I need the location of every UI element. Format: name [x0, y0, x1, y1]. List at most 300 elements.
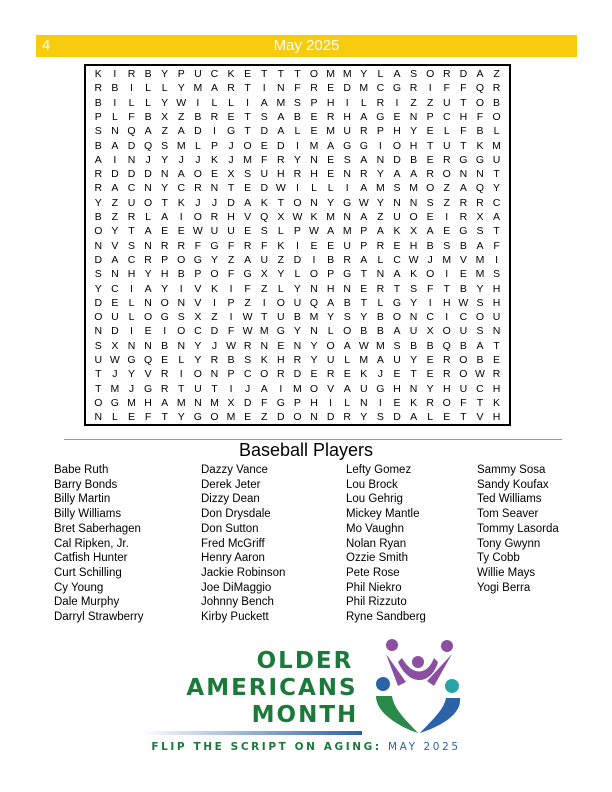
grid-cell: L — [311, 182, 317, 195]
grid-cell: M — [243, 153, 253, 166]
grid-cell: U — [492, 311, 501, 324]
grid-cell: H — [127, 268, 136, 281]
grid-cell: Q — [309, 296, 319, 309]
word-list-item: Sandy Koufax — [477, 478, 549, 491]
grid-cell: R — [442, 354, 451, 366]
grid-cell: F — [261, 239, 268, 252]
grid-row — [90, 282, 505, 298]
grid-cell: O — [193, 211, 202, 223]
grid-cell: V — [244, 211, 252, 223]
grid-cell: O — [459, 354, 468, 366]
grid-cell: L — [161, 82, 168, 95]
word-list-item: Pete Rose — [346, 566, 400, 579]
grid-cell: L — [111, 110, 118, 123]
grid-cell: S — [244, 168, 252, 181]
grid-cell: O — [426, 268, 435, 281]
grid-cell: S — [410, 68, 418, 80]
grid-cell: B — [144, 110, 152, 123]
grid-cell: D — [260, 125, 269, 138]
grid-cell: Y — [161, 68, 169, 80]
grid-cell: B — [410, 339, 418, 352]
grid-cell: R — [194, 182, 202, 195]
grid-cell: O — [442, 325, 451, 338]
word-list-item: Tommy Lasorda — [477, 522, 559, 535]
grid-row — [90, 96, 505, 112]
grid-cell: R — [442, 153, 451, 166]
grid-cell: D — [393, 411, 401, 424]
grid-cell: A — [260, 382, 268, 395]
grid-cell: A — [360, 253, 368, 266]
grid-cell: Y — [493, 182, 501, 195]
grid-cell: N — [476, 168, 484, 181]
grid-cell: O — [210, 411, 219, 424]
grid-cell: T — [460, 139, 467, 152]
grid-cell: A — [111, 139, 119, 152]
word-list-item: Jackie Robinson — [201, 566, 286, 579]
grid-cell: X — [161, 110, 169, 123]
grid-cell: T — [261, 68, 268, 80]
word-list-item: Yogi Berra — [477, 581, 531, 594]
grid-cell: D — [293, 253, 302, 266]
grid-cell: D — [293, 368, 302, 381]
grid-cell: W — [226, 339, 236, 352]
grid-cell: V — [194, 282, 202, 295]
grid-cell: K — [260, 354, 268, 366]
grid-cell: G — [392, 296, 402, 309]
grid-cell: O — [309, 268, 319, 281]
grid-cell: H — [409, 139, 418, 152]
grid-cell: V — [194, 296, 202, 309]
grid-cell: I — [445, 268, 449, 281]
grid-cell: E — [393, 368, 401, 381]
grid-cell: M — [342, 68, 352, 80]
grid-cell: P — [426, 110, 434, 123]
grid-cell: Y — [161, 282, 169, 295]
grid-cell: I — [113, 96, 117, 109]
grid-cell: Y — [360, 68, 368, 80]
grid-cell: N — [144, 239, 152, 252]
grid-cell: G — [110, 396, 119, 409]
grid-cell: M — [293, 382, 302, 395]
grid-cell: M — [326, 125, 335, 138]
grid-cell: I — [113, 68, 117, 80]
grid-cell: H — [326, 96, 335, 109]
issue-date: May 2025 — [273, 37, 340, 54]
grid-cell: H — [442, 296, 451, 309]
word-list-item: Billy Williams — [54, 508, 122, 521]
grid-cell: I — [130, 282, 133, 295]
grid-cell: P — [327, 268, 335, 281]
grid-cell: A — [410, 411, 418, 424]
people-heart-logo-icon — [372, 636, 467, 736]
grid-cell: O — [193, 168, 202, 181]
grid-cell: N — [144, 339, 152, 352]
grid-cell: K — [260, 196, 268, 209]
grid-cell: G — [376, 110, 385, 123]
grid-cell: E — [426, 125, 434, 138]
grid-cell: M — [259, 325, 269, 338]
grid-cell: R — [326, 110, 335, 123]
grid-cell: L — [194, 139, 201, 152]
grid-cell: P — [94, 110, 102, 123]
grid-cell: U — [459, 382, 468, 395]
grid-cell: X — [277, 211, 285, 223]
grid-cell: Y — [161, 182, 169, 195]
grid-cell: Y — [426, 382, 434, 395]
grid-cell: F — [227, 268, 235, 281]
grid-cell: M — [309, 311, 319, 324]
grid-cell: G — [343, 268, 352, 281]
word-list-item: Phil Rizzuto — [346, 596, 407, 609]
grid-cell: I — [246, 96, 250, 109]
word-list-item: Bret Saberhagen — [54, 522, 141, 535]
grid-cell: I — [229, 282, 233, 295]
word-list-item: Fred McGriff — [201, 537, 265, 550]
grid-cell: N — [459, 168, 468, 181]
grid-cell: D — [326, 411, 335, 424]
grid-cell: I — [179, 368, 183, 381]
grid-cell: L — [493, 125, 500, 138]
grid-cell: L — [377, 68, 384, 80]
grid-cell: L — [377, 253, 384, 266]
grid-row — [90, 339, 505, 355]
grid-cell: M — [492, 139, 501, 152]
word-list-item: Derek Jeter — [201, 478, 261, 491]
grid-cell: M — [309, 139, 319, 152]
grid-cell: W — [292, 211, 303, 223]
grid-cell: R — [160, 368, 169, 381]
grid-cell: T — [393, 282, 401, 295]
grid-cell: N — [177, 339, 186, 352]
word-list-item: Lefty Gomez — [346, 464, 412, 476]
grid-cell: B — [144, 68, 152, 80]
grid-cell: T — [493, 225, 500, 238]
grid-cell: E — [260, 139, 268, 152]
grid-cell: Y — [210, 253, 218, 266]
grid-cell: D — [127, 168, 136, 181]
grid-cell: J — [211, 196, 218, 209]
grid-cell: K — [393, 225, 401, 238]
grid-cell: M — [359, 82, 369, 95]
grid-cell: H — [310, 168, 318, 181]
grid-cell: E — [227, 110, 235, 123]
grid-row — [90, 124, 505, 140]
grid-cell: E — [443, 225, 451, 238]
grid-cell: T — [410, 368, 417, 381]
grid-cell: D — [277, 139, 285, 152]
grid-cell: B — [94, 139, 102, 152]
word-list-item: Don Drysdale — [201, 508, 271, 521]
grid-cell: E — [161, 354, 169, 366]
grid-cell: Y — [177, 411, 185, 424]
grid-cell: E — [327, 168, 335, 181]
grid-cell: Y — [327, 196, 335, 209]
grid-cell: B — [194, 110, 202, 123]
grid-cell: I — [179, 282, 183, 295]
grid-cell: Z — [161, 125, 168, 138]
grid-cell: W — [109, 354, 120, 366]
word-list-item: Tony Gwynn — [477, 537, 541, 550]
grid-cell: A — [476, 339, 484, 352]
grid-cell: E — [310, 368, 318, 381]
grid-cell: A — [343, 339, 351, 352]
grid-cell: H — [144, 396, 152, 409]
grid-row — [90, 167, 505, 183]
grid-cell: G — [475, 153, 485, 166]
grid-cell: F — [227, 325, 235, 338]
grid-cell: L — [228, 96, 234, 109]
grid-cell: R — [376, 282, 385, 295]
grid-cell: W — [309, 225, 319, 238]
grid-cell: A — [111, 182, 119, 195]
grid-cell: B — [426, 339, 434, 352]
grid-cell: F — [144, 411, 152, 424]
grid-cell: E — [493, 354, 501, 366]
grid-cell: A — [476, 68, 484, 80]
grid-cell: Y — [293, 153, 301, 166]
grid-cell: I — [495, 253, 498, 266]
grid-cell: B — [343, 296, 351, 309]
grid-cell: E — [426, 354, 434, 366]
grid-cell: Y — [127, 368, 135, 381]
header-bar — [36, 35, 577, 57]
word-list-item: Dazzy Vance — [201, 464, 268, 476]
grid-cell: P — [210, 139, 218, 152]
grid-cell: P — [376, 125, 384, 138]
word-list-item: Phil Niekro — [346, 581, 402, 594]
grid-cell: S — [393, 182, 401, 195]
grid-cell: L — [360, 96, 367, 109]
grid-cell: S — [476, 225, 484, 238]
grid-cell: D — [393, 153, 401, 166]
grid-cell: W — [458, 296, 469, 309]
grid-cell: F — [294, 82, 301, 95]
grid-cell: T — [161, 411, 168, 424]
grid-cell: U — [94, 354, 103, 366]
grid-cell: E — [327, 239, 335, 252]
grid-cell: L — [377, 296, 384, 309]
grid-cell: B — [426, 239, 434, 252]
grid-cell: Y — [360, 411, 368, 424]
grid-cell: O — [309, 68, 319, 80]
grid-cell: G — [243, 268, 252, 281]
grid-cell: T — [460, 411, 467, 424]
grid-cell: K — [210, 282, 218, 295]
grid-cell: Y — [376, 168, 384, 181]
grid-cell: M — [176, 139, 186, 152]
grid-cell: Z — [261, 282, 268, 295]
grid-cell: L — [145, 96, 151, 109]
grid-cell: K — [360, 368, 368, 381]
grid-cell: I — [113, 153, 117, 166]
grid-cell: C — [442, 110, 451, 123]
grid-cell: T — [95, 382, 102, 395]
grid-row — [90, 81, 505, 97]
grid-row — [90, 396, 505, 412]
grid-cell: J — [178, 153, 184, 166]
grid-cell: U — [459, 325, 468, 338]
grid-cell: L — [211, 96, 218, 109]
word-list-item: Dale Murphy — [54, 596, 120, 609]
grid-cell: D — [194, 125, 202, 138]
grid-cell: O — [442, 396, 451, 409]
grid-cell: M — [127, 396, 136, 409]
grid-cell: A — [144, 282, 152, 295]
grid-cell: T — [178, 382, 185, 395]
grid-cell: S — [410, 282, 418, 295]
word-list-item: Ty Cobb — [477, 552, 520, 565]
grid-cell: H — [492, 382, 501, 395]
grid-cell: G — [343, 196, 352, 209]
grid-cell: D — [94, 296, 103, 309]
word-list-item: Cal Ripken, Jr. — [54, 537, 129, 550]
grid-cell: A — [393, 68, 401, 80]
grid-cell: S — [376, 411, 384, 424]
grid-cell: E — [343, 368, 351, 381]
word-list-item: Joe DiMaggio — [201, 581, 272, 594]
grid-cell: B — [376, 311, 384, 324]
word-list-item: Ryne Sandberg — [346, 611, 426, 624]
grid-cell: E — [210, 168, 218, 181]
grid-cell: K — [94, 68, 102, 80]
grid-cell: N — [111, 125, 119, 138]
grid-cell: G — [193, 253, 202, 266]
grid-cell: Y — [161, 96, 169, 109]
grid-cell: R — [177, 239, 186, 252]
grid-cell: Z — [493, 68, 500, 80]
grid-cell: N — [393, 196, 401, 209]
grid-cell: O — [143, 311, 153, 324]
grid-cell: A — [459, 182, 467, 195]
grid-cell: T — [443, 282, 450, 295]
grid-cell: C — [243, 368, 252, 381]
grid-cell: U — [111, 311, 119, 324]
grid-row — [90, 410, 505, 426]
grid-cell: Y — [177, 82, 185, 95]
grid-cell: D — [111, 168, 119, 181]
grid-cell: A — [360, 110, 368, 123]
grid-cell: E — [244, 182, 252, 195]
grid-cell: E — [426, 211, 434, 223]
grid-cell: B — [94, 96, 102, 109]
word-list-item: Babe Ruth — [54, 464, 109, 476]
grid-cell: D — [227, 196, 235, 209]
grid-cell: R — [127, 211, 136, 223]
grid-cell: N — [409, 311, 418, 324]
grid-cell: U — [293, 296, 302, 309]
grid-cell: E — [127, 411, 135, 424]
grid-cell: R — [160, 382, 169, 395]
grid-cell: A — [244, 196, 252, 209]
grid-cell: C — [492, 196, 501, 209]
grid-cell: R — [492, 368, 501, 381]
grid-cell: Q — [143, 354, 153, 366]
grid-cell: T — [360, 296, 367, 309]
grid-cell: E — [244, 225, 252, 238]
grid-cell: H — [343, 110, 351, 123]
grid-cell: E — [393, 110, 401, 123]
grid-cell: K — [210, 153, 218, 166]
grid-cell: R — [426, 396, 434, 409]
grid-cell: N — [492, 325, 501, 338]
grid-cell: I — [130, 325, 133, 338]
grid-cell: G — [276, 396, 285, 409]
grid-cell: P — [194, 268, 202, 281]
grid-cell: B — [459, 239, 467, 252]
grid-cell: U — [360, 382, 368, 395]
grid-cell: R — [210, 354, 219, 366]
word-list-item: Dizzy Dean — [201, 493, 260, 506]
grid-cell: A — [476, 239, 484, 252]
grid-cell: I — [130, 82, 133, 95]
grid-cell: Y — [410, 125, 418, 138]
grid-cell: D — [144, 168, 152, 181]
grid-cell: N — [210, 368, 219, 381]
grid-cell: N — [376, 153, 385, 166]
grid-cell: Y — [410, 354, 418, 366]
grid-cell: O — [177, 325, 186, 338]
grid-cell: I — [179, 211, 183, 223]
grid-cell: J — [145, 153, 151, 166]
grid-cell: N — [144, 182, 152, 195]
grid-cell: O — [392, 139, 402, 152]
grid-cell: C — [426, 311, 434, 324]
grid-cell: U — [442, 96, 451, 109]
grid-cell: T — [244, 110, 251, 123]
grid-cell: R — [243, 339, 252, 352]
grid-cell: U — [409, 325, 418, 338]
logo-line-older: OLDER — [256, 648, 354, 674]
grid-cell: P — [161, 253, 169, 266]
grid-cell: N — [343, 211, 351, 223]
grid-cell: G — [226, 125, 236, 138]
grid-cell: R — [442, 68, 451, 80]
grid-cell: A — [210, 82, 218, 95]
grid-cell: Z — [111, 211, 119, 223]
grid-cell: N — [94, 325, 103, 338]
grid-cell: G — [160, 311, 169, 324]
grid-cell: D — [243, 396, 252, 409]
grid-cell: B — [177, 268, 185, 281]
grid-cell: N — [360, 396, 368, 409]
grid-cell: N — [409, 110, 418, 123]
grid-cell: Y — [161, 153, 169, 166]
grid-cell: M — [210, 396, 219, 409]
grid-cell: V — [144, 368, 152, 381]
grid-cell: U — [343, 239, 351, 252]
grid-cell: K — [493, 396, 501, 409]
grid-cell: H — [492, 296, 501, 309]
grid-cell: A — [376, 225, 384, 238]
grid-cell: R — [94, 168, 103, 181]
grid-cell: G — [143, 382, 153, 395]
grid-cell: F — [443, 82, 450, 95]
page-number: 4 — [42, 37, 51, 54]
grid-cell: E — [277, 339, 285, 352]
grid-cell: D — [111, 325, 119, 338]
grid-cell: G — [210, 239, 219, 252]
grid-cell: F — [227, 239, 235, 252]
grid-cell: L — [277, 282, 284, 295]
grid-cell: N — [293, 339, 302, 352]
grid-cell: H — [277, 354, 285, 366]
grid-cell: U — [127, 196, 136, 209]
grid-cell: R — [160, 239, 169, 252]
grid-cell: K — [410, 268, 418, 281]
grid-row — [90, 239, 505, 255]
grid-cell: F — [460, 125, 467, 138]
grid-cell: N — [127, 339, 136, 352]
